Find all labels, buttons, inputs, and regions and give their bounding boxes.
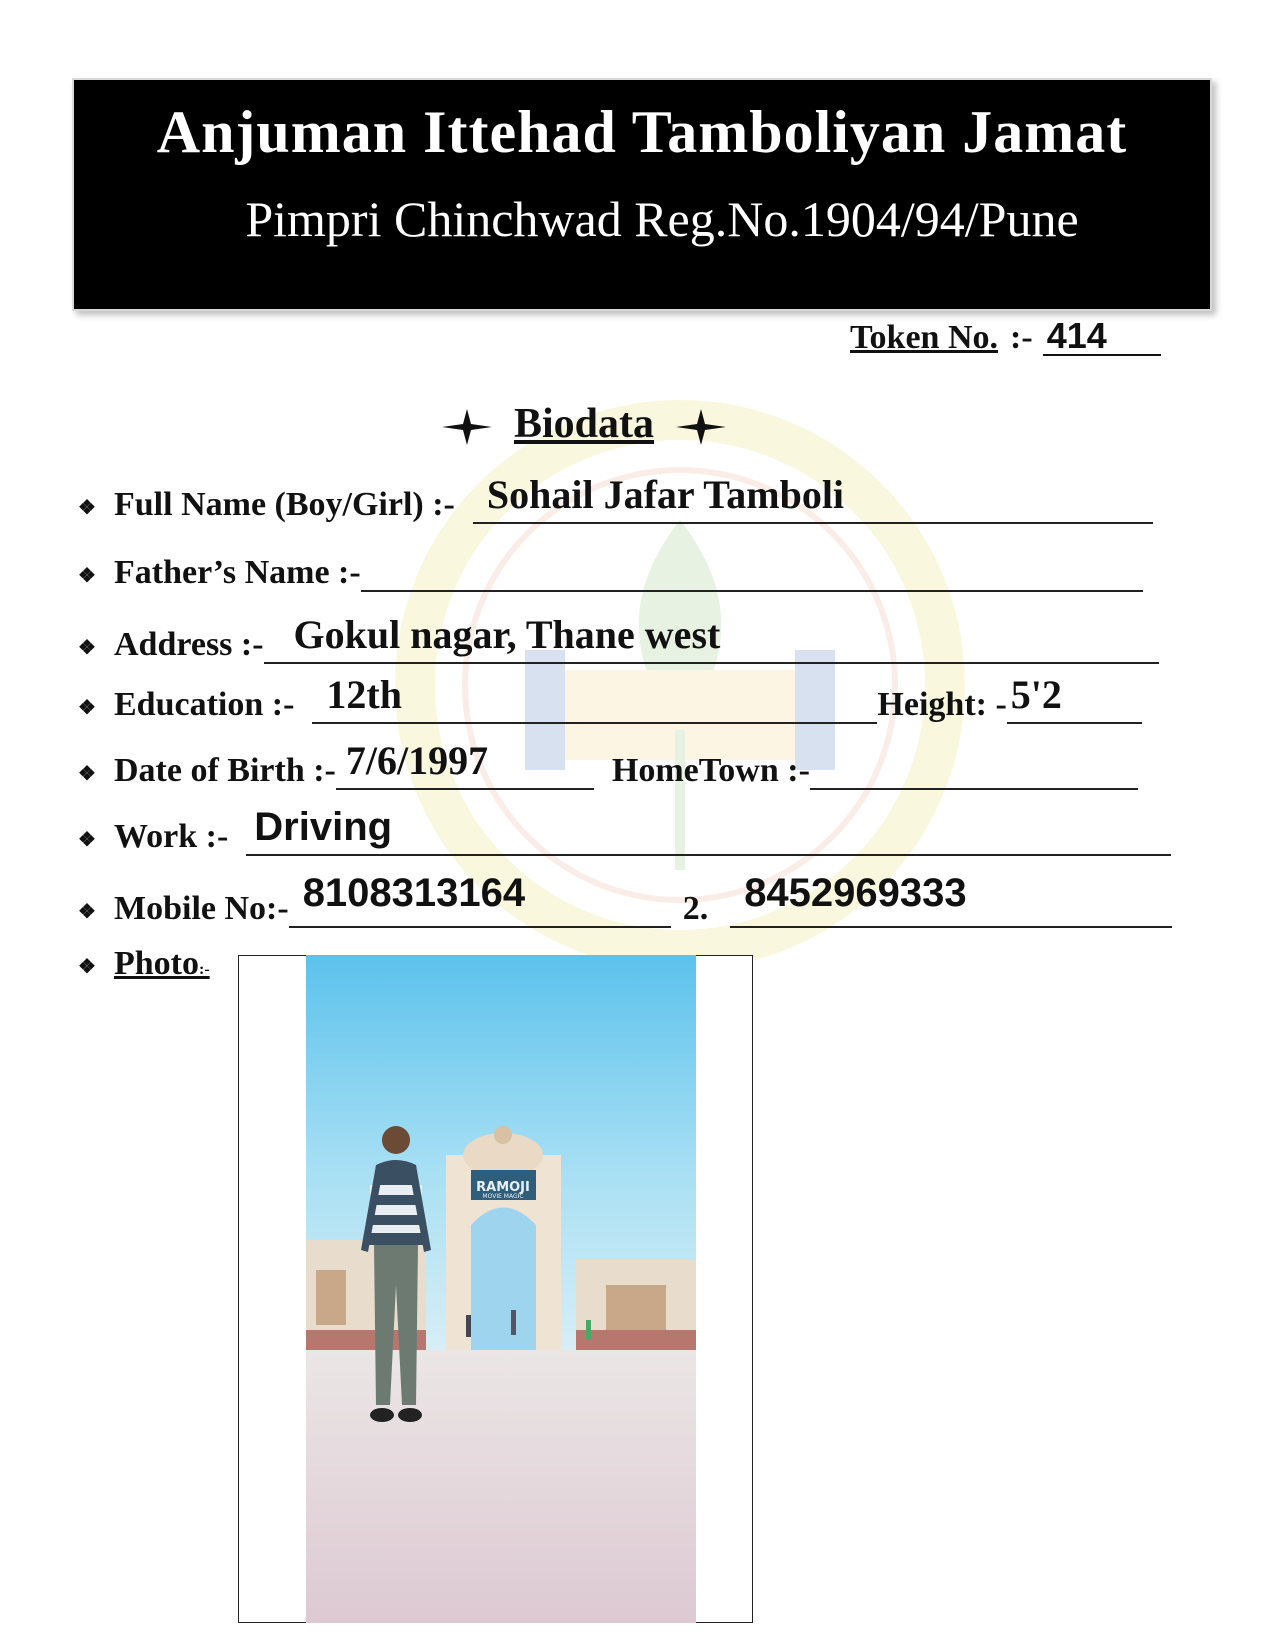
star-icon	[440, 407, 494, 447]
dob-value: 7/6/1997	[345, 738, 489, 783]
work-label: Work :-	[114, 818, 229, 855]
bullet-icon: ❖	[78, 637, 96, 659]
hometown-line	[810, 746, 1138, 790]
mobile-value: 8108313164	[302, 871, 526, 915]
field-photo	[78, 945, 210, 983]
hometown-label: HomeTown :-	[611, 752, 810, 789]
sign-subtext: MOVIE MAGIC	[482, 1193, 524, 1200]
bullet-icon: ❖	[78, 829, 96, 851]
height-label: Height: -	[877, 686, 1007, 723]
photo-label: Photo:-	[114, 945, 210, 982]
field-father-name	[78, 548, 1143, 592]
sign-text: RAMOJI	[476, 1180, 530, 1195]
section-title	[440, 400, 728, 448]
mobile-second-line	[730, 871, 1172, 928]
bullet-icon: ❖	[78, 901, 96, 923]
father-name-label: Father’s Name :-	[114, 554, 361, 591]
field-address	[78, 612, 1159, 664]
token-number	[850, 315, 1161, 357]
token-value: 414	[1043, 318, 1161, 356]
education-label: Education :-	[114, 686, 295, 723]
height-line	[1007, 672, 1142, 724]
work-line	[246, 805, 1171, 856]
address-value: Gokul nagar, Thane west	[293, 612, 721, 657]
address-label: Address :-	[114, 626, 264, 663]
address-line	[264, 612, 1159, 664]
field-mobile	[78, 871, 1172, 928]
bullet-icon: ❖	[78, 565, 96, 587]
star-icon	[674, 407, 728, 447]
bullet-icon: ❖	[78, 763, 96, 785]
biodata-title: Biodata	[514, 401, 655, 447]
header-banner	[72, 78, 1212, 311]
field-work	[78, 805, 1171, 856]
token-separator: :-	[1010, 319, 1033, 356]
registration-line: Pimpri Chinchwad Reg.No.1904/94/Pune	[245, 191, 1079, 247]
dob-line	[336, 738, 594, 790]
photo-illustration	[306, 955, 696, 1623]
mobile-second-label: 2.	[682, 890, 709, 927]
full-name-label: Full Name (Boy/Girl) :-	[114, 486, 455, 523]
height-value: 5'2	[1010, 672, 1062, 717]
token-label: Token No.	[850, 319, 999, 356]
mobile-label: Mobile No:-	[114, 890, 289, 927]
full-name-value: Sohail Jafar Tamboli	[486, 472, 845, 517]
education-value: 12th	[326, 672, 402, 717]
full-name-line	[473, 472, 1153, 524]
father-name-line	[361, 548, 1143, 592]
field-full-name	[78, 472, 1153, 524]
organization-name: Anjuman Ittehad Tamboliyan Jamat	[156, 99, 1128, 165]
bullet-icon: ❖	[78, 497, 96, 519]
bullet-icon: ❖	[78, 697, 96, 719]
profile-photo	[306, 955, 696, 1623]
education-line	[312, 672, 877, 724]
bullet-icon: ❖	[78, 956, 96, 978]
field-dob	[78, 738, 1138, 790]
dob-label: Date of Birth :-	[114, 752, 336, 789]
field-education	[78, 672, 1142, 724]
mobile-second-value: 8452969333	[744, 871, 967, 915]
mobile-line	[289, 871, 671, 928]
work-value: Driving	[254, 805, 393, 849]
